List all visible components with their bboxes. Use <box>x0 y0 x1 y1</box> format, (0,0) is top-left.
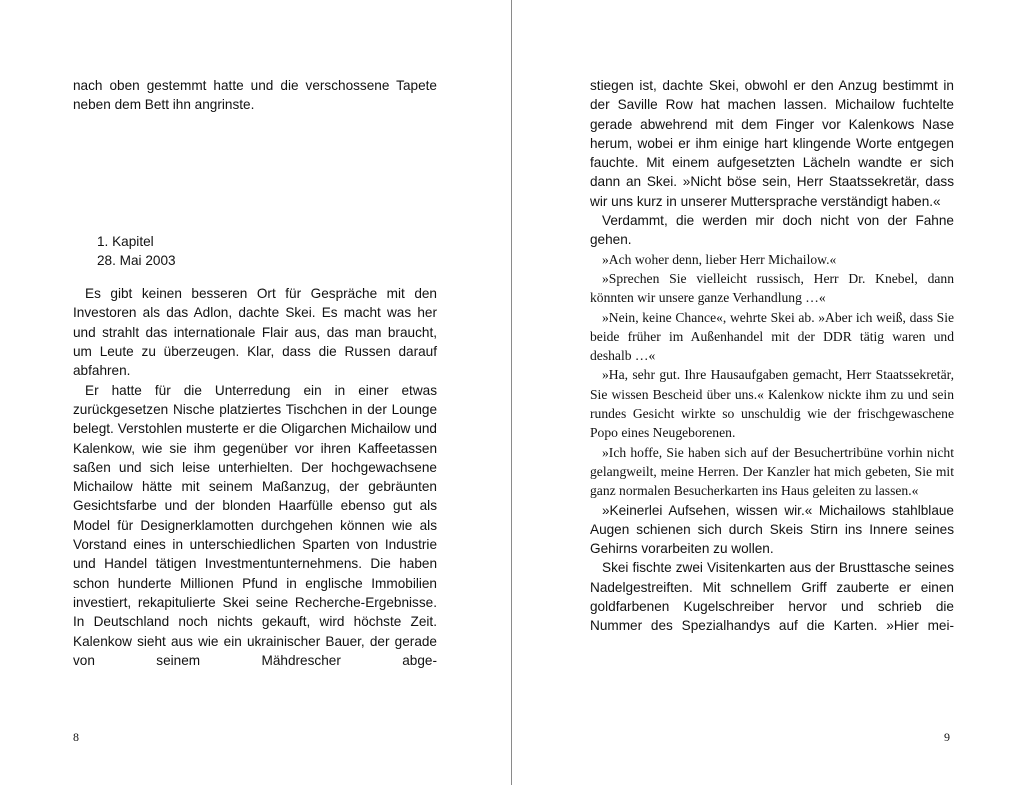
paragraph: Verdammt, die werden mir doch nicht von der Fahne gehen. <box>590 213 954 248</box>
page-number-right: 9 <box>944 730 950 744</box>
left-page-body <box>73 76 437 670</box>
paragraph: Es gibt keinen besseren Ort für Gespräche mit den Investoren als das Adlon, dachte Skei. Es macht was her und strahlt das internationale Flair aus, das man braucht, um Leute zu überzeugen. Klar, dass die Russen darauf abfahren. <box>73 286 437 379</box>
chapter-heading: 1. Kapitel <box>97 233 154 249</box>
right-page-body <box>590 76 954 636</box>
paragraph: »Sprechen Sie vielleicht russisch, Herr Dr. Knebel, dann könnten wir unsere ganze Verhandlung …« <box>590 270 954 306</box>
paragraph: »Ich hoffe, Sie haben sich auf der Besuchertribüne vorhin nicht gelangweilt, meine Herren. Der Kanzler hat mich gebeten, Sie mit ganz normalen Besucherkarten ins Haus geleiten zu lassen.« <box>590 444 954 499</box>
chapter-date: 28. Mai 2003 <box>97 252 176 268</box>
right-page <box>512 0 1024 785</box>
paragraph: »Ach woher denn, lieber Herr Michailow.« <box>602 251 837 267</box>
paragraph: Er hatte für die Unterredung ein in einer etwas zurückgesetzen Nische platziertes Tischchen in der Lounge belegt. Verstohlen musterte er die Oligarchen Michailow und Kalenkow, wie sie ihm gegenüber vor ihren Kaffeetassen saßen und sich leise unterhielten. Der hochgewachsene Michailow hätte mit seinem Maßanzug, der gebräunten Gesichtsfarbe und der blonden Haarfülle ebenso gut als Model für Designerklamotten durchgehen können wie als Vorstand eines in unterschiedlichen Sparten von Industrie und Handel tätigen Investmentunternehmens. Die haben schon hunderte Millionen Pfund in englische Immobilien investiert, rekapitulierte Skei seine Recherche-Ergebnisse. In Deutschland noch nichts gekauft, wird höchste Zeit. Kalenkow sieht aus wie ein ukrainischer Bauer, der gerade von seinem Mähdrescher abge- <box>73 382 437 668</box>
chapter-spacer <box>73 115 437 232</box>
page-number-left: 8 <box>73 730 79 744</box>
left-page <box>0 0 511 785</box>
paragraph: Skei fischte zwei Visitenkarten aus der Brusttasche seines Nadelgestreiften. Mit schnellem Griff zauberte er einen goldfarbenen Kugelschreiber hervor und schrieb die Nummer des Spezialhandys auf die Karten. »Hier mei- <box>590 560 954 634</box>
paragraph: »Nein, keine Chance«, wehrte Skei ab. »Aber ich weiß, dass Sie beide früher im Außenhandel mit der DDR tätig waren und deshalb …« <box>590 309 954 364</box>
paragraph: stiegen ist, dachte Skei, obwohl er den Anzug bestimmt in der Saville Row hat machen lassen. Michailow fuchtelte gerade abwehrend mit dem Finger vor Kalenkows Nase herum, wobei er ihm einige hart klingende Worte entgegen fauchte. Mit einem aufgesetzten Lächeln wandte er sich dann an Skei. »Nicht böse sein, Herr Staatssekretär, dass wir uns kurz in unserer Muttersprache verständigt haben.« <box>590 78 954 209</box>
continuation-paragraph: nach oben gestemmt hatte und die verschossene Tapete neben dem Bett ihn angrinste. <box>73 78 437 113</box>
paragraph: »Keinerlei Aufsehen, wissen wir.« Michailows stahlblaue Augen schienen sich durch Skeis Stirn ins Innere seines Gehirns vorarbeiten zu wollen. <box>590 502 954 557</box>
chapter-date-spacer <box>73 270 437 284</box>
paragraph: »Ha, sehr gut. Ihre Hausaufgaben gemacht, Herr Staatssekretär, Sie wissen Bescheid über uns.« Kalenkow nickte ihm zu und sein rundes Gesicht wirkte so unschuldig wie der frischgewaschene Popo eines Neugeborenen. <box>590 367 954 441</box>
